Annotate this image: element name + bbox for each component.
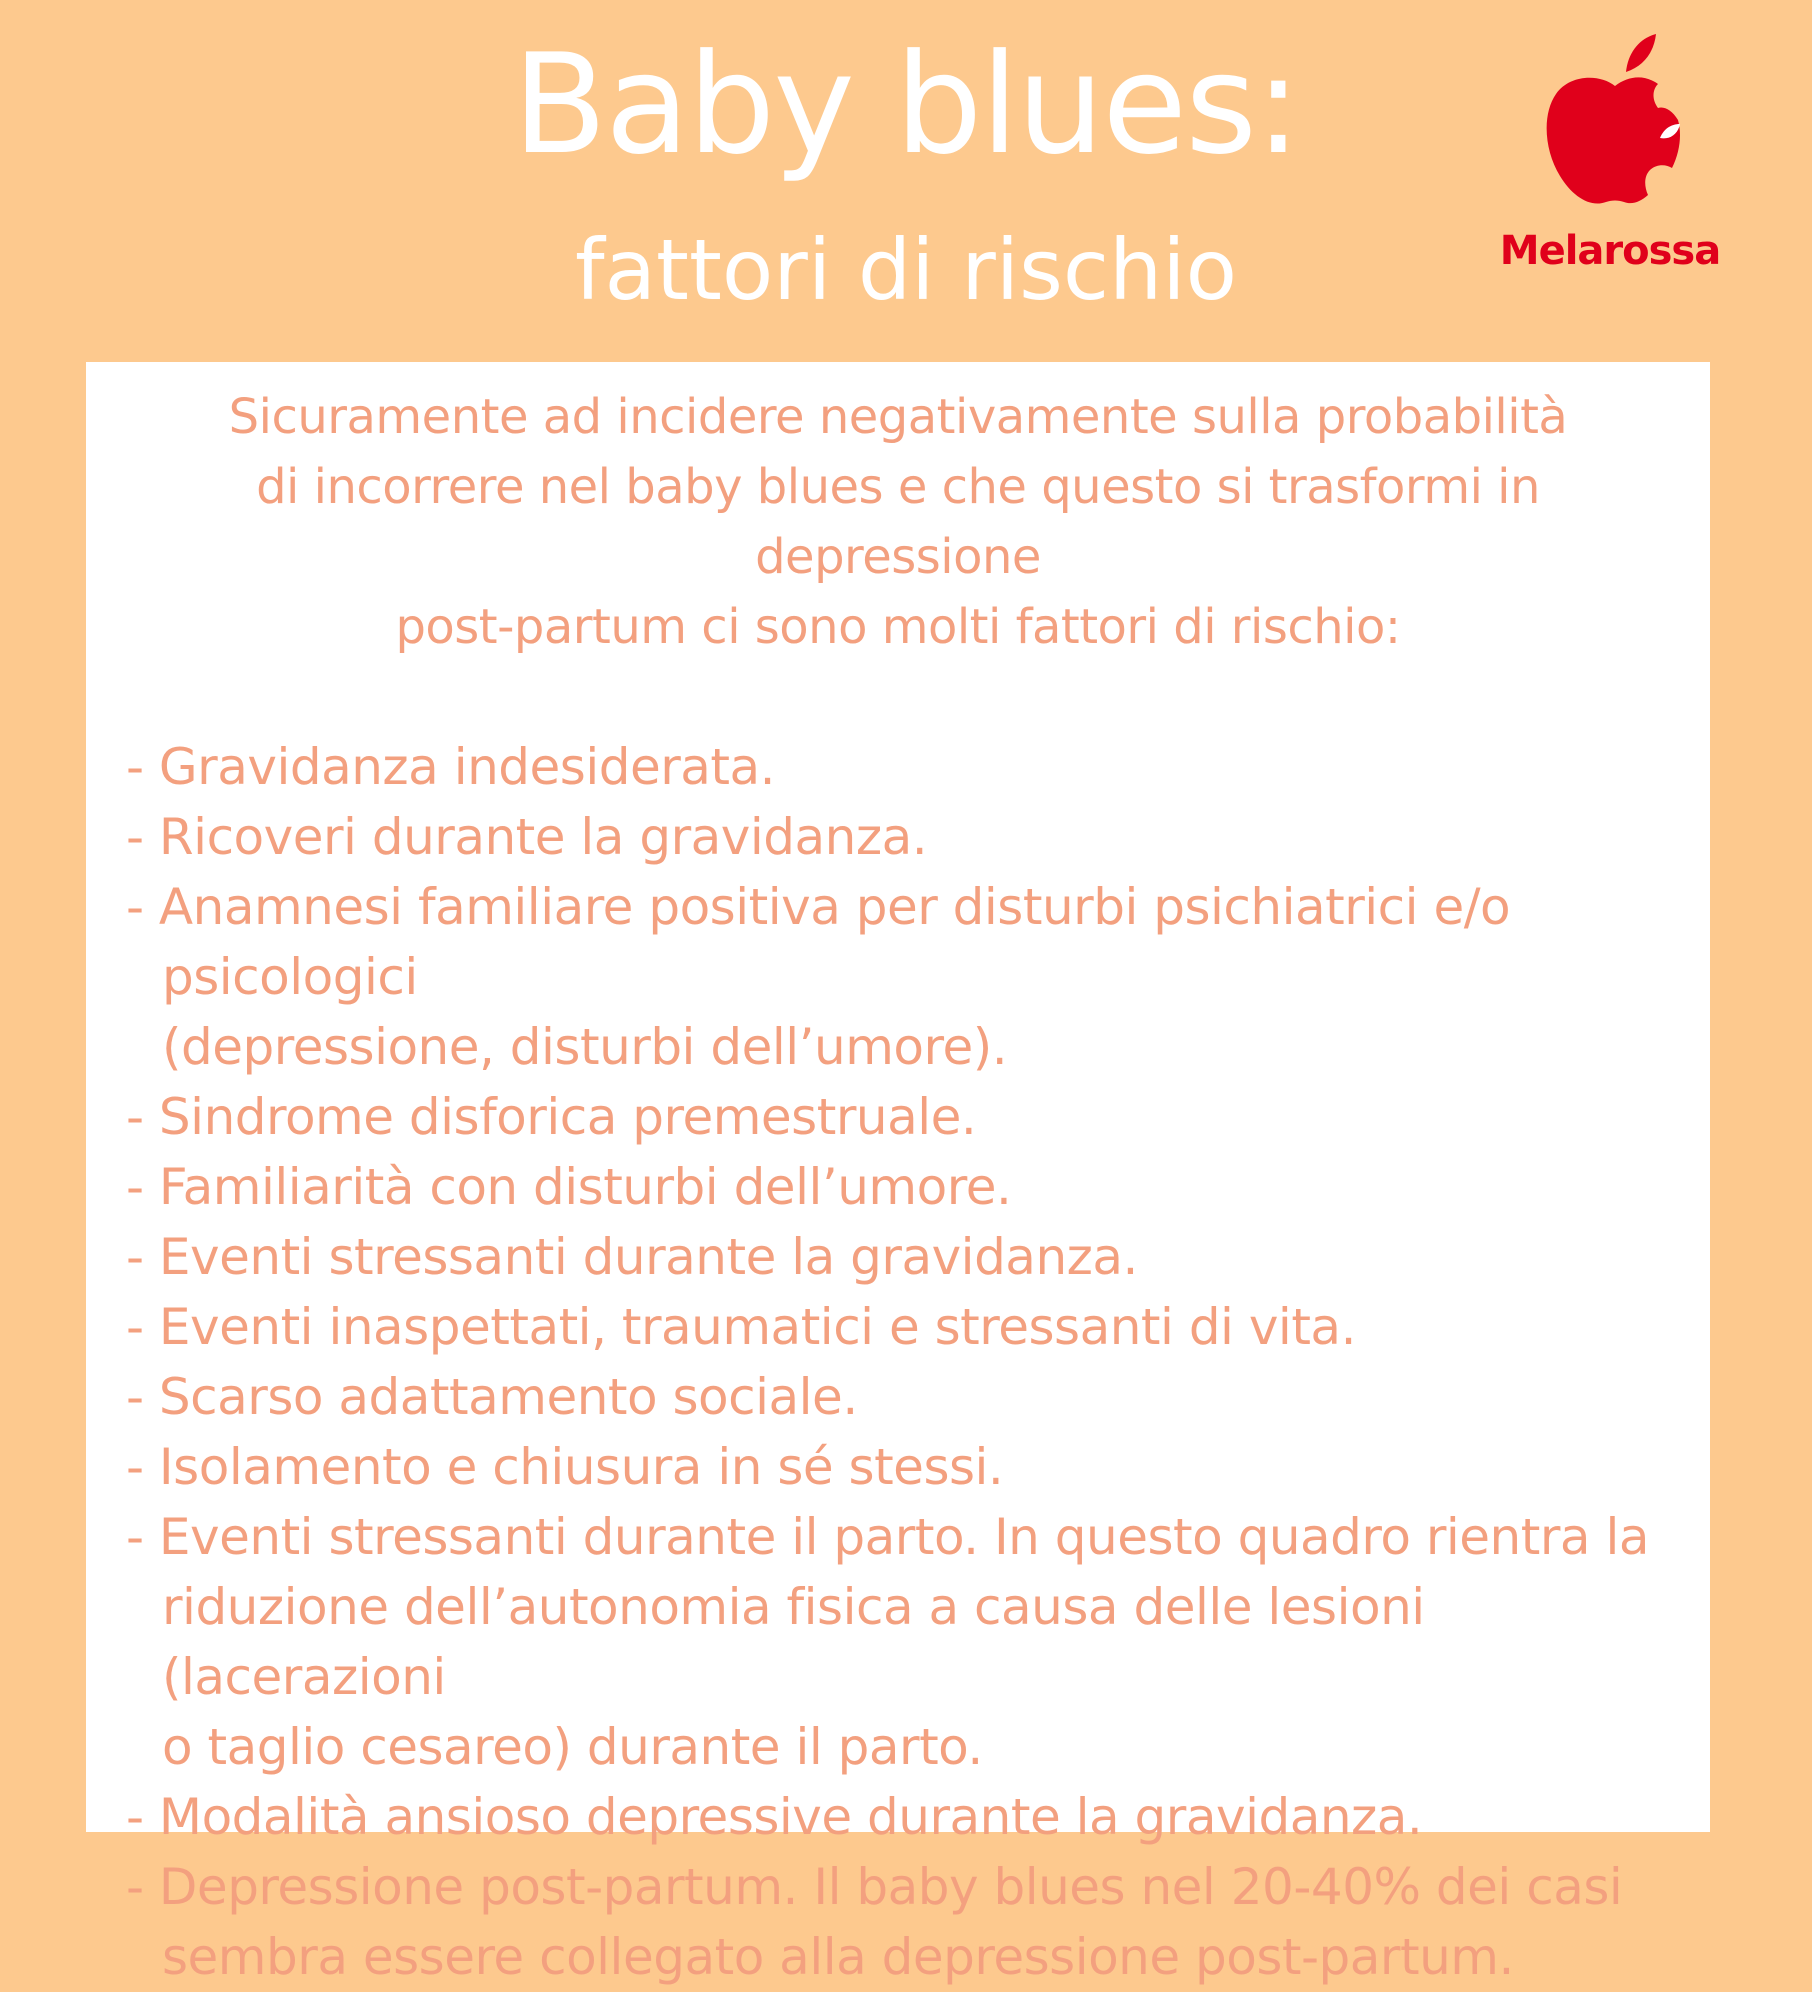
list-item-text: - Modalità ansioso depressive durante la gravidanza. — [126, 1788, 1423, 1846]
list-item-text: - Familiarità con disturbi dell’umore. — [126, 1158, 1012, 1216]
logo-text: Melarossa — [1499, 228, 1721, 274]
page-subtitle: fattori di rischio — [574, 221, 1238, 319]
list-item-text: sembra essere collegato alla depressione post-partum. — [162, 1928, 1514, 1986]
list-item — [126, 732, 1670, 802]
list-item-text: - Anamnesi familiare positiva per disturbi psichiatrici e/o psicologici — [126, 878, 1511, 1006]
list-item — [126, 1222, 1670, 1292]
list-item — [126, 1292, 1670, 1362]
intro-text — [126, 382, 1670, 662]
list-item-text: - Ricoveri durante la gravidanza. — [126, 808, 928, 866]
list-item — [126, 1082, 1670, 1152]
content-panel — [86, 362, 1710, 1986]
list-item-text: - Gravidanza indesiderata. — [126, 738, 776, 796]
list-item-text: o taglio cesareo) durante il parto. — [162, 1718, 983, 1776]
melarossa-logo — [1490, 30, 1730, 280]
list-item — [126, 1852, 1670, 1992]
list-item — [126, 1432, 1670, 1502]
list-item-text: - Sindrome disforica premestruale. — [126, 1088, 977, 1146]
list-item — [126, 872, 1670, 1082]
list-item — [126, 1502, 1670, 1782]
intro-line: Sicuramente ad incidere negativamente sulla probabilità — [228, 389, 1568, 445]
list-item-text: - Eventi stressanti durante il parto. In questo quadro rientra la — [126, 1508, 1649, 1566]
page-title: Baby blues: — [512, 24, 1300, 185]
list-item — [126, 1152, 1670, 1222]
apple-icon — [1540, 30, 1690, 210]
list-item — [126, 1362, 1670, 1432]
list-item-text: - Eventi inaspettati, traumatici e stressanti di vita. — [126, 1298, 1356, 1356]
list-item-text: - Scarso adattamento sociale. — [126, 1368, 858, 1426]
list-item-text: - Isolamento e chiusura in sé stessi. — [126, 1438, 1004, 1496]
list-item-text: - Depressione post-partum. Il baby blues nel 20-40% dei casi — [126, 1858, 1623, 1916]
risk-factor-list — [126, 732, 1670, 1992]
intro-line: di incorrere nel baby blues e che questo si trasformi in depressione — [256, 459, 1540, 585]
list-item-text: - Eventi stressanti durante la gravidanza. — [126, 1228, 1138, 1286]
intro-line: post-partum ci sono molti fattori di rischio: — [395, 599, 1401, 655]
list-item — [126, 802, 1670, 872]
list-item — [126, 1782, 1670, 1852]
list-item-text: (depressione, disturbi dell’umore). — [162, 1018, 1008, 1076]
list-item-text: riduzione dell’autonomia fisica a causa delle lesioni (lacerazioni — [162, 1578, 1425, 1706]
